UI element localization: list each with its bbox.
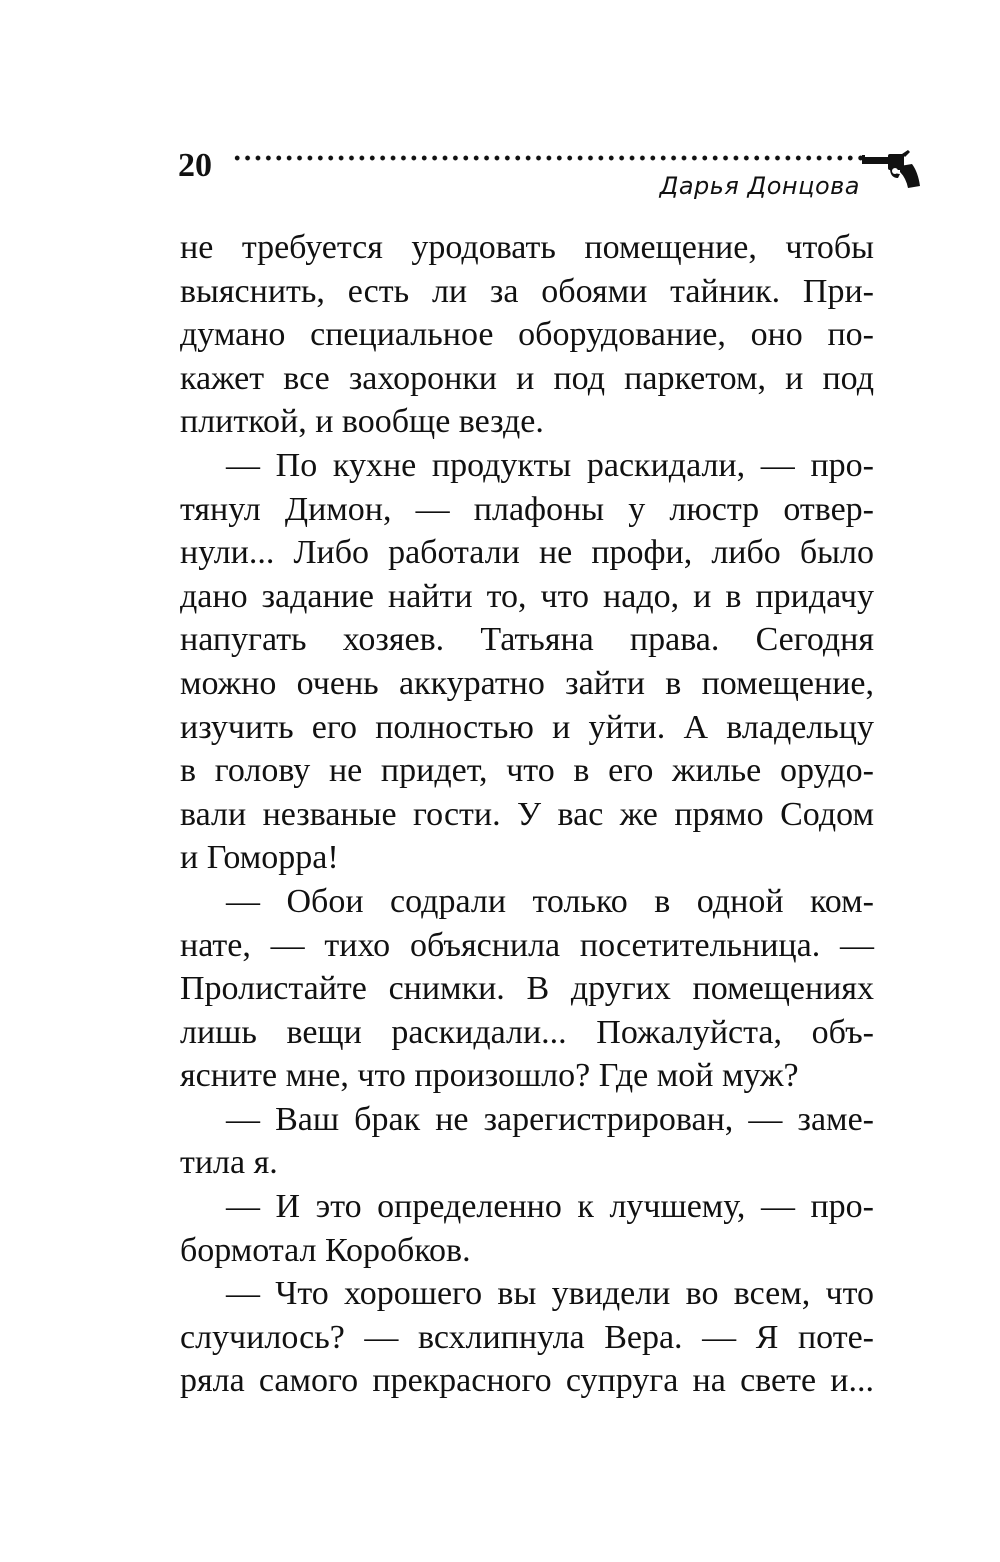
text-line: и Гоморра! — [180, 839, 339, 877]
text-line: случилось? — всхлипнула Вера. — Я поте- — [180, 1318, 874, 1356]
text-line: — По кухне продукты раскидали, — про- — [226, 446, 874, 484]
text-line: бормотал Коробков. — [180, 1231, 471, 1269]
dotted-rule — [232, 155, 866, 161]
text-line: напугать хозяев. Татьяна права. Сегодня — [180, 621, 874, 659]
text-line: думано специальное оборудование, оно по- — [180, 316, 874, 354]
text-line: Пролистайте снимки. В других помещениях — [180, 970, 874, 1008]
text-line: дано задание найти то, что надо, и в придачу — [180, 577, 874, 615]
text-line: ряла самого прекрасного супруга на свете и... — [180, 1362, 874, 1400]
revolver-icon — [862, 148, 922, 190]
text-line: плиткой, и вообще везде. — [180, 403, 544, 441]
page-number: 20 — [178, 147, 212, 184]
body-text — [180, 226, 874, 1403]
text-line: — Что хорошего вы увидели во всем, что — [226, 1275, 874, 1313]
text-line: лишь вещи раскидали... Пожалуйста, объ- — [180, 1013, 874, 1051]
text-line: — Ваш брак не зарегистрирован, — заме- — [226, 1100, 874, 1138]
text-line: нули... Либо работали не профи, либо было — [180, 534, 874, 572]
text-line: изучить его полностью и уйти. А владельцу — [180, 708, 874, 746]
text-line: в голову не придет, что в его жилье орудо- — [180, 752, 874, 790]
text-line: можно очень аккуратно зайти в помещение, — [180, 664, 874, 702]
text-line: ясните мне, что произошло? Где мой муж? — [180, 1057, 799, 1095]
text-line: вали незваные гости. У вас же прямо Содом — [180, 795, 874, 833]
running-head-author: Дарья Донцова — [659, 172, 860, 200]
text-line: тянул Димон, — плафоны у люстр отвер- — [180, 490, 874, 528]
text-line: не требуется уродовать помещение, чтобы — [180, 229, 874, 266]
text-line: тила я. — [180, 1144, 278, 1182]
text-line: кажет все захоронки и под паркетом, и под — [180, 359, 874, 397]
text-line: — И это определенно к лучшему, — про- — [226, 1188, 874, 1226]
text-line: нате, — тихо объяснила посетительница. — — [180, 926, 874, 964]
text-line: выяснить, есть ли за обоями тайник. При- — [180, 272, 874, 310]
text-line: — Обои содрали только в одной ком- — [226, 882, 874, 920]
